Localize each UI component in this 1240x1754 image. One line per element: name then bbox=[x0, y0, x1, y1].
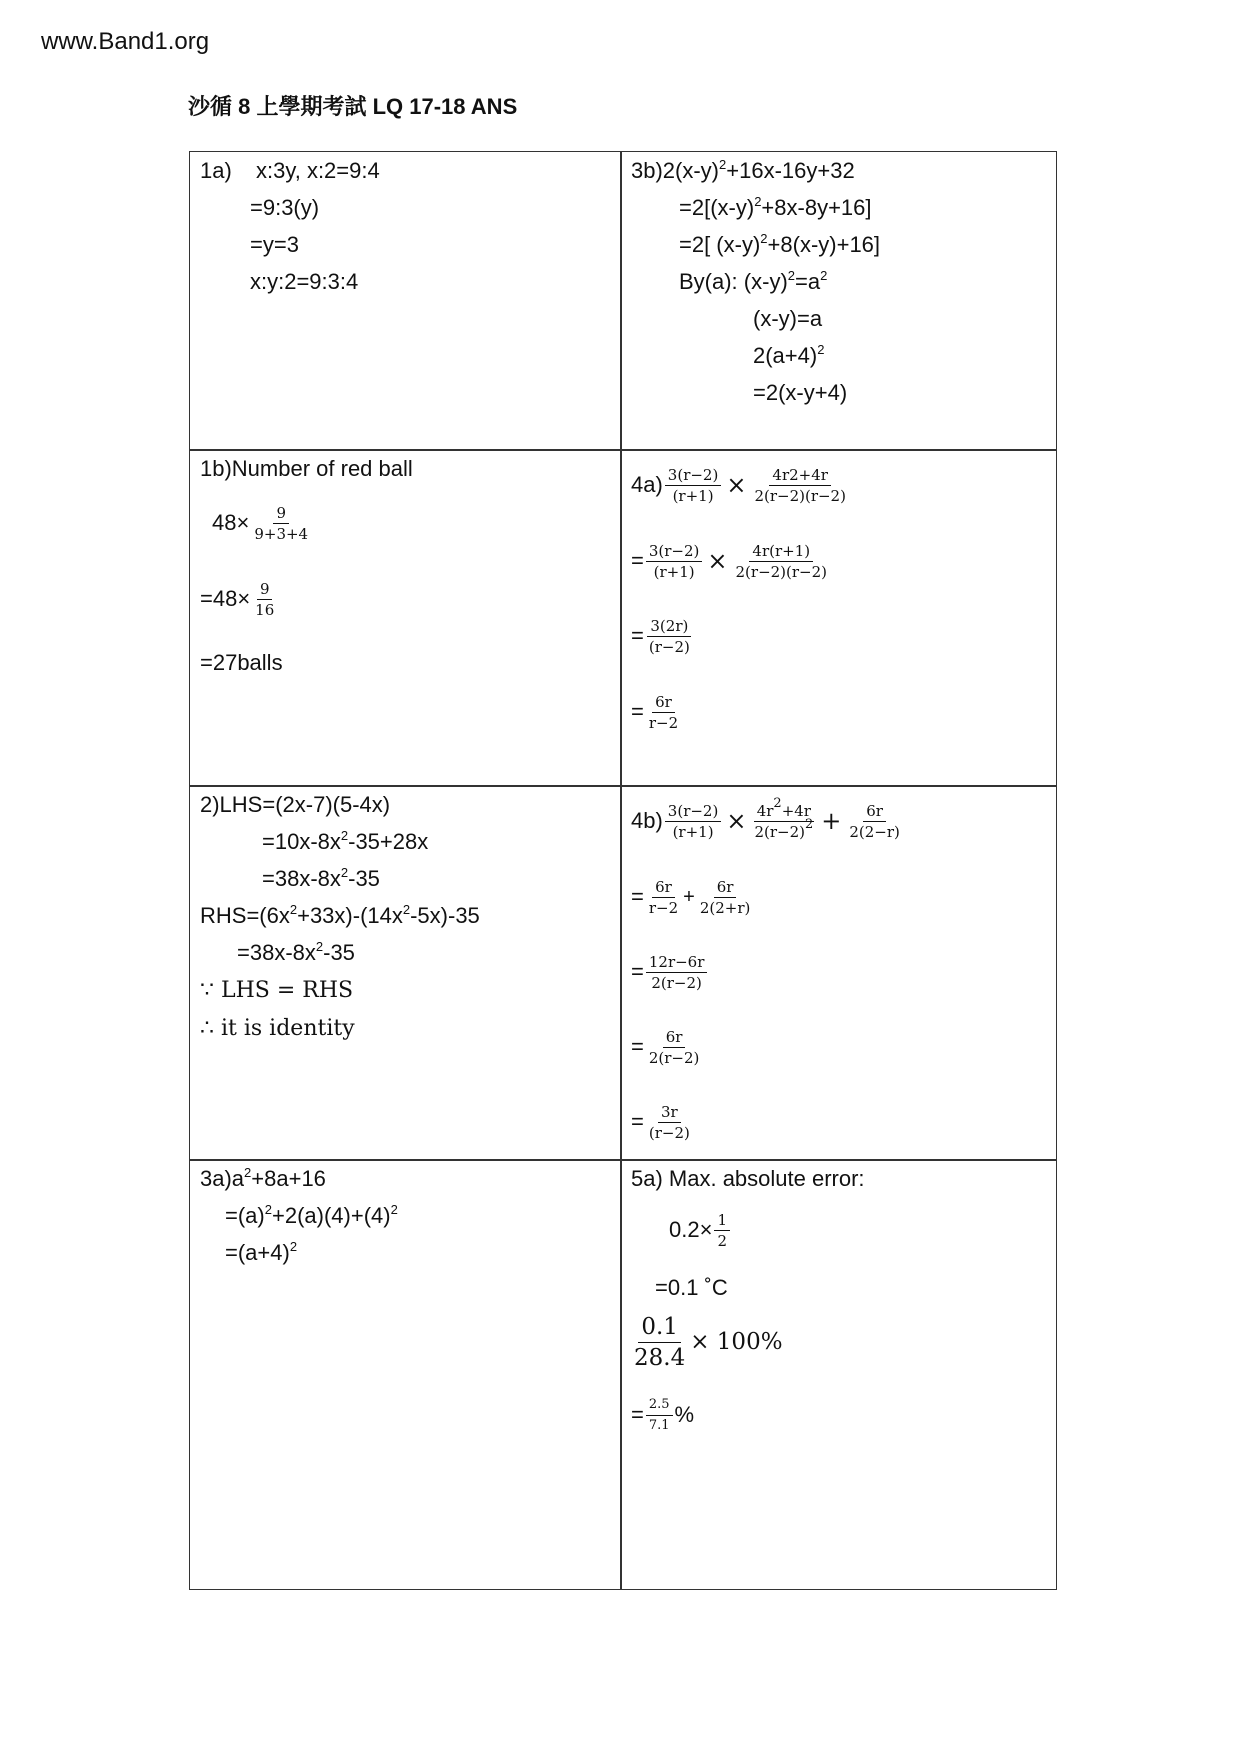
times-symbol: × bbox=[726, 471, 747, 500]
q2-line bbox=[262, 829, 428, 855]
exponent: 2 bbox=[289, 902, 298, 917]
q3b-line bbox=[679, 269, 827, 295]
denominator: 7.1 bbox=[648, 1417, 670, 1433]
exponent: 2 bbox=[787, 268, 795, 283]
exponent: 2 bbox=[340, 828, 349, 843]
numerator: 4r2+4r bbox=[769, 466, 831, 486]
expr: =a bbox=[795, 269, 821, 294]
column-divider bbox=[620, 152, 622, 1589]
q2-line bbox=[237, 940, 355, 966]
expr: +2(a)(4)+(4) bbox=[271, 1203, 391, 1228]
q2-line: ∵ LHS = RHS bbox=[200, 978, 354, 1003]
denominator: (r−2) bbox=[648, 1123, 690, 1142]
cell-q3a bbox=[200, 1166, 610, 1581]
exponent: 2 bbox=[804, 816, 814, 832]
cell-q2 bbox=[200, 792, 610, 1152]
q3a-line bbox=[225, 1240, 297, 1266]
q3b-line bbox=[679, 232, 880, 258]
numerator: 2.5 bbox=[646, 1396, 673, 1416]
times-symbol: × bbox=[707, 547, 728, 576]
expr: =48× bbox=[200, 586, 251, 612]
numerator: 3(r−2) bbox=[665, 466, 722, 486]
exponent: 2 bbox=[264, 1202, 272, 1217]
fraction bbox=[714, 1211, 730, 1250]
q3b-line bbox=[753, 343, 824, 369]
q1b-line bbox=[212, 500, 313, 545]
expr: =2[ (x-y) bbox=[679, 232, 761, 257]
exponent: 2 bbox=[754, 194, 762, 209]
denominator: 2(2+r) bbox=[699, 898, 751, 917]
denominator: 2(2−r) bbox=[849, 822, 900, 841]
expr: -35 bbox=[323, 940, 355, 965]
fraction bbox=[665, 466, 722, 505]
row-divider bbox=[190, 1159, 1056, 1161]
numerator: 4r(r+1) bbox=[749, 542, 813, 562]
fraction bbox=[697, 878, 754, 917]
exponent: 2 bbox=[760, 231, 768, 246]
q5a-line bbox=[669, 1204, 732, 1255]
cell-q4b bbox=[631, 792, 1051, 1152]
equals: = bbox=[631, 1402, 644, 1428]
plus-symbol: + bbox=[683, 886, 695, 909]
fraction bbox=[846, 802, 903, 841]
fraction bbox=[646, 1103, 693, 1142]
fraction bbox=[252, 580, 277, 619]
expr: 2(a+4) bbox=[753, 343, 818, 368]
q4b-line bbox=[631, 795, 905, 843]
numerator: 6r bbox=[663, 1028, 686, 1048]
cell-q4a bbox=[631, 456, 1051, 776]
exponent: 2 bbox=[289, 1239, 298, 1254]
q3a-line bbox=[225, 1203, 398, 1229]
q5a-line bbox=[631, 1390, 694, 1439]
denominator: r−2 bbox=[648, 898, 679, 917]
fraction bbox=[646, 542, 703, 581]
expr: =2[(x-y) bbox=[679, 195, 755, 220]
q3b-line: =2(x-y+4) bbox=[753, 380, 848, 405]
q4b-line bbox=[631, 1099, 695, 1144]
expr: +8(x-y)+16] bbox=[767, 232, 881, 257]
denominator: 2 bbox=[717, 1231, 727, 1250]
fraction bbox=[631, 1313, 688, 1372]
percent-sign: % bbox=[674, 1402, 695, 1428]
q4a-line bbox=[631, 538, 832, 583]
expr: +8a+16 bbox=[251, 1166, 326, 1191]
q3b-line: (x-y)=a bbox=[753, 306, 823, 331]
site-url[interactable]: www.Band1.org bbox=[41, 28, 210, 55]
numerator: 9 bbox=[273, 504, 289, 524]
expr: =10x-8x bbox=[262, 829, 341, 854]
page-title: 沙循 8 上學期考試 LQ 17-18 ANS bbox=[188, 94, 518, 119]
numerator: 6r bbox=[652, 878, 675, 898]
q1b-label: 1b)Number of red ball bbox=[200, 456, 413, 481]
expr: 48× bbox=[212, 510, 250, 536]
q3b-label: 3b) bbox=[631, 158, 663, 183]
expr: =38x-8x bbox=[262, 866, 341, 891]
expr: 3a)a bbox=[200, 1166, 245, 1191]
q2-line: 2)LHS=(2x-7)(5-4x) bbox=[200, 792, 391, 817]
q5a-line bbox=[631, 1308, 783, 1375]
denominator: (r−2) bbox=[648, 637, 690, 656]
q1a-line: =9:3(y) bbox=[250, 195, 320, 220]
fraction bbox=[751, 795, 816, 841]
q4b-line bbox=[631, 874, 755, 919]
equals: = bbox=[631, 548, 644, 574]
q1a-line: x:y:2=9:3:4 bbox=[250, 269, 359, 294]
exponent: 2 bbox=[340, 865, 349, 880]
denominator: r−2 bbox=[648, 713, 679, 732]
exponent: 2 bbox=[719, 157, 727, 172]
expr: =(a) bbox=[225, 1203, 265, 1228]
numerator: 3(2r) bbox=[647, 617, 691, 637]
fraction bbox=[646, 1028, 703, 1067]
fraction bbox=[646, 1396, 673, 1435]
q1a-line: =y=3 bbox=[250, 232, 299, 257]
exponent: 2 bbox=[820, 268, 828, 283]
expr: +33x)-(14x bbox=[297, 903, 403, 928]
numerator: 0.1 bbox=[638, 1313, 681, 1343]
exponent: 2 bbox=[817, 342, 825, 357]
row-divider bbox=[190, 785, 1056, 787]
equals: = bbox=[631, 884, 644, 910]
q3b-line bbox=[631, 158, 855, 184]
expr: -35 bbox=[348, 866, 380, 891]
times-symbol: × bbox=[726, 807, 747, 836]
denominator: 2(r−2)(r−2) bbox=[754, 486, 846, 505]
numerator: 1 bbox=[714, 1211, 730, 1231]
expr: 2(x-y) bbox=[662, 158, 720, 183]
plus-symbol: + bbox=[821, 807, 842, 836]
fraction bbox=[646, 693, 681, 732]
q1b-line bbox=[200, 576, 279, 621]
q5a-label: 5a) Max. absolute error: bbox=[631, 1166, 865, 1191]
fraction bbox=[646, 878, 681, 917]
exponent: 2 bbox=[402, 902, 411, 917]
denominator: 2(r−2)(r−2) bbox=[735, 562, 828, 581]
denominator: (r+1) bbox=[672, 486, 714, 505]
exponent: 2 bbox=[244, 1165, 252, 1180]
q4b-label: 4b) bbox=[631, 808, 663, 834]
expr: -5x)-35 bbox=[410, 903, 480, 928]
numerator: 6r bbox=[714, 878, 737, 898]
equals: = bbox=[631, 959, 644, 985]
q5a-line: =0.1 ˚C bbox=[655, 1275, 728, 1300]
cell-q1a bbox=[200, 158, 610, 443]
cell-q5a bbox=[631, 1166, 1051, 1581]
exponent: 2 bbox=[315, 939, 324, 954]
cell-q1b bbox=[200, 456, 610, 776]
q4b-line bbox=[631, 1024, 704, 1069]
denominator: 2(r−2) bbox=[651, 973, 702, 992]
numerator: 6r bbox=[652, 693, 675, 713]
expr: =(a+4) bbox=[225, 1240, 290, 1265]
answer-table bbox=[189, 151, 1057, 1590]
q1a-line: x:3y, x:2=9:4 bbox=[256, 158, 380, 183]
fraction bbox=[251, 504, 311, 543]
numerator: 9 bbox=[257, 580, 273, 600]
expr: +8x-8y+16] bbox=[761, 195, 872, 220]
numerator: 3(r−2) bbox=[665, 802, 722, 822]
fraction bbox=[665, 802, 722, 841]
expr: 4r bbox=[756, 801, 774, 820]
expr: RHS=(6x bbox=[200, 903, 290, 928]
denominator: (r+1) bbox=[653, 562, 695, 581]
expr: +16x-16y+32 bbox=[726, 158, 855, 183]
fraction bbox=[646, 953, 708, 992]
exponent: 2 bbox=[773, 795, 782, 811]
fraction bbox=[733, 542, 831, 581]
expr: 2(r−2) bbox=[754, 822, 805, 841]
q4a-line bbox=[631, 689, 683, 734]
q2-line bbox=[262, 866, 380, 892]
expr: 0.2× bbox=[669, 1217, 713, 1243]
q4b-line bbox=[631, 949, 709, 994]
equals: = bbox=[631, 623, 644, 649]
q3a-line bbox=[200, 1166, 326, 1192]
equals: = bbox=[631, 1034, 644, 1060]
expr: × 100% bbox=[690, 1329, 783, 1356]
numerator: 6r bbox=[863, 802, 886, 822]
q2-line: ∴ it is identity bbox=[200, 1016, 355, 1041]
denominator: (r+1) bbox=[672, 822, 714, 841]
denominator: 9+3+4 bbox=[254, 524, 309, 543]
q2-line bbox=[200, 903, 480, 929]
denominator bbox=[751, 816, 816, 841]
equals: = bbox=[631, 1109, 644, 1135]
q4a-line bbox=[631, 613, 695, 658]
expr: By(a): (x-y) bbox=[679, 269, 788, 294]
expr: -35+28x bbox=[348, 829, 429, 854]
numerator: 12r−6r bbox=[646, 953, 708, 973]
equals: = bbox=[631, 699, 644, 725]
denominator: 16 bbox=[255, 600, 275, 619]
q1b-line: =27balls bbox=[200, 650, 283, 675]
cell-q3b bbox=[631, 158, 1051, 443]
row-divider bbox=[190, 449, 1056, 451]
denominator: 28.4 bbox=[634, 1344, 686, 1371]
q1a-label: 1a) bbox=[200, 158, 232, 183]
fraction bbox=[751, 466, 849, 505]
expr: =38x-8x bbox=[237, 940, 316, 965]
numerator: 3(r−2) bbox=[646, 542, 703, 562]
numerator: 3r bbox=[658, 1103, 681, 1123]
q4a-label: 4a) bbox=[631, 472, 663, 498]
fraction bbox=[646, 617, 693, 656]
q4a-line bbox=[631, 462, 851, 507]
denominator: 2(r−2) bbox=[648, 1048, 700, 1067]
exponent: 2 bbox=[390, 1202, 398, 1217]
expr: +4r bbox=[781, 801, 811, 820]
q3b-line bbox=[679, 195, 872, 221]
